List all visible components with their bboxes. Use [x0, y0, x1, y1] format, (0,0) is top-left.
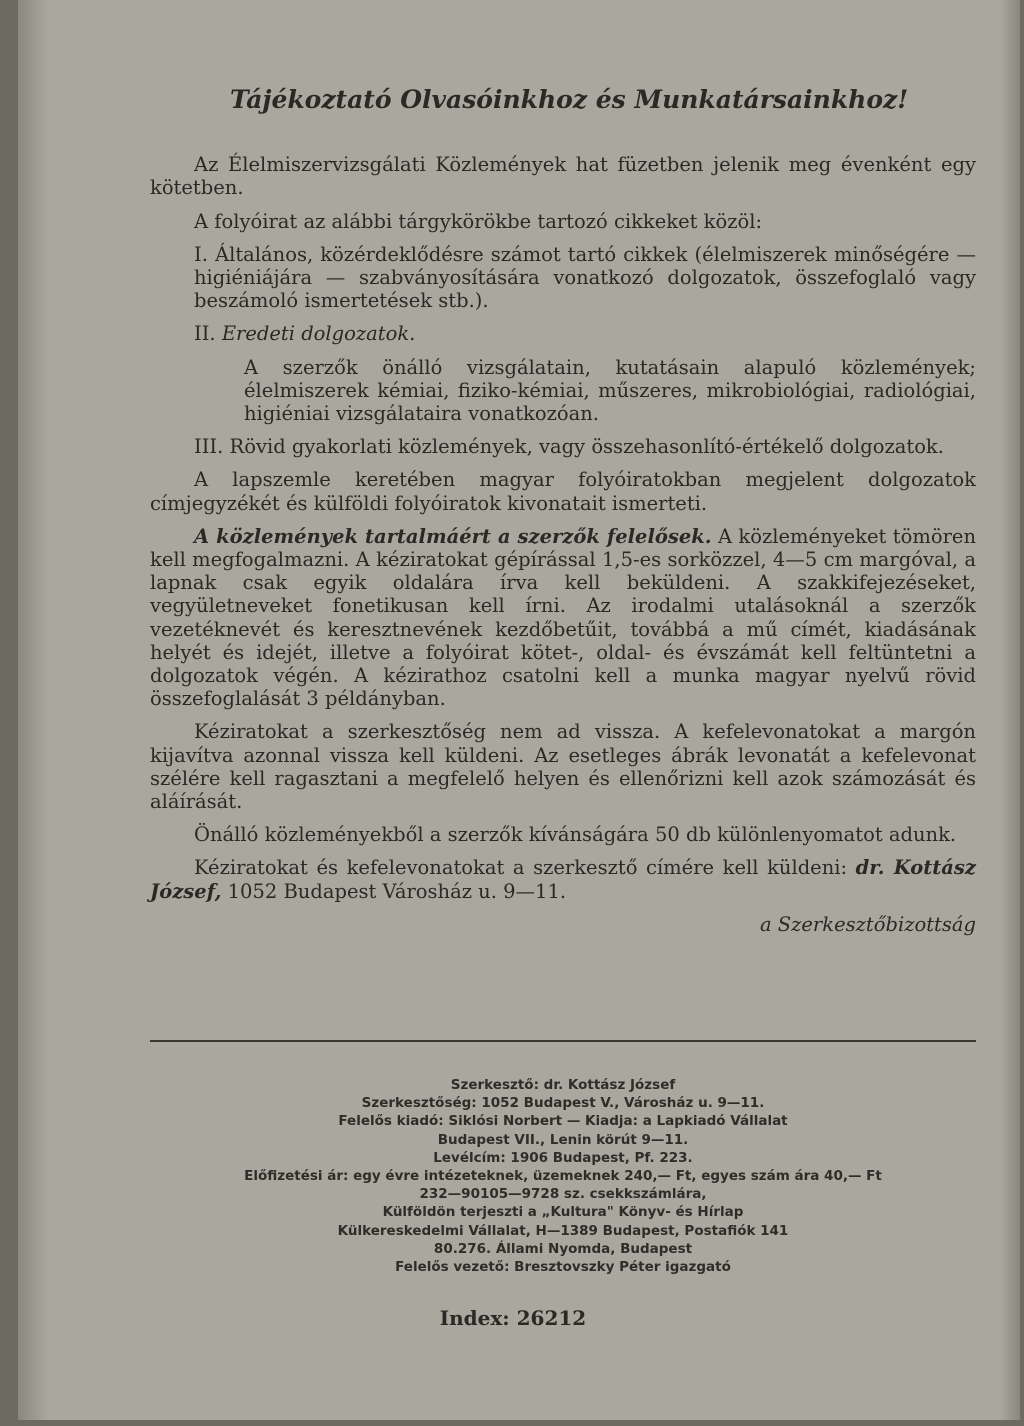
imprint-line: Levélcím: 1906 Budapest, Pf. 223. [433, 1149, 693, 1166]
divider-rule [150, 1040, 976, 1042]
imprint-line: 232—90105—9728 sz. csekkszámlára, [419, 1186, 707, 1203]
document-page [18, 0, 1020, 1420]
imprint-line: Előfizetési ár: egy évre intézeteknek, üzemeknek 240,— Ft, egyes szám ára 40,— Ft [244, 1168, 882, 1185]
imprint-line: Szerkesztőség: 1052 Budapest V., Városház u. 9—11. [361, 1095, 765, 1112]
topic-item-1 [194, 243, 976, 313]
topic-item-3 [194, 435, 976, 458]
send-lead: Kéziratokat és kefelevonatokat a szerkesztő címére kell küldeni: [194, 856, 848, 880]
topic-text: Eredeti dolgozatok. [221, 322, 416, 346]
responsibility-emphasis: A közlemények tartalmáért a szerzők felelősek. [194, 524, 712, 548]
imprint-line: Felelős vezető: Bresztovszky Péter igazgató [395, 1259, 731, 1276]
topic-item-2-description: A szerzők önálló vizsgálatain, kutatásain alapuló közlemények; élelmiszerek kémiai, fiziko-kémiai, műszeres, mikrobiológiai, radiológiai, higiéniai vizsgálataira vonatkozóan. [244, 355, 976, 426]
topic-number: II. [194, 322, 216, 346]
responsibility-paragraph [150, 525, 976, 711]
notice-body [150, 84, 976, 936]
offprints-paragraph: Önálló közleményekből a szerzők kívánságára 50 db különlenyomatot adunk. [194, 823, 957, 847]
imprint-line: Szerkesztő: dr. Kottász József [450, 1077, 676, 1093]
returns-paragraph: Kéziratokat a szerkesztőség nem ad vissza. A kefelevonatokat a margón kijavítva azonnal vissza kell küldeni. Az esetleges ábrák levonatát a kefelevonat szélére kell ragasztani a megfelelő helyen és ellenőrizni kell azok számozását és aláírását. [150, 720, 976, 814]
imprint-line: Budapest VII., Lenin körút 9—11. [437, 1131, 689, 1148]
imprint-line: Felelős kiadó: Siklósi Norbert — Kiadja: a Lapkiadó Vállalat [338, 1113, 788, 1130]
imprint-line: Külföldön terjeszti a „Kultura" Könyv- és Hírlap [382, 1204, 744, 1221]
topic-text: Rövid gyakorlati közlemények, vagy összehasonlító-értékelő dolgozatok. [229, 435, 944, 459]
index-number: Index: 26212 [439, 1306, 587, 1330]
topic-number: III. [194, 435, 224, 459]
imprint-block [150, 1076, 976, 1276]
review-paragraph: A lapszemle keretében magyar folyóiratokban megjelent dolgozatok címjegyzékét és külföldi folyóiratok kivonatait ismerteti. [150, 468, 976, 515]
imprint-line: Külkereskedelmi Vállalat, H—1389 Budapest, Postafiók 141 [337, 1222, 789, 1239]
topics-lead: A folyóirat az alábbi tárgykörökbe tartozó cikkeket közöl: [194, 209, 763, 233]
imprint-line: 80.276. Állami Nyomda, Budapest [433, 1240, 693, 1257]
send-paragraph [150, 856, 976, 902]
editor-address: 1052 Budapest Városház u. 9—11. [221, 879, 567, 903]
page-title: Tájékoztató Olvasóinkhoz és Munkatársainkhoz! [230, 85, 909, 114]
responsibility-text: A közleményeket tömören kell megfogalmazni. A kéziratokat gépírással 1,5-es sorközzel, 4—5 cm margóval, a lapnak csak egyik oldalára írva kell beküldeni. A szakkifejezéseket, vegyületneveket fonetikusan kell írni. Az irodalmi utalásoknál a szerzők vezetéknevét és keresztnevének kezdőbetűit, továbbá a mű címét, kiadásának helyét és idejét, illetve a folyóirat kötet-, oldal- és évszámát kell feltüntetni a dolgozatok végén. A kézirathoz csatolni kell a munka magyar nyelvű rövid összefoglalását 3 példányban. [150, 524, 977, 711]
topic-item-2 [194, 322, 976, 345]
topic-number: I. [194, 242, 208, 266]
signature: a Szerkesztőbizottság [759, 912, 976, 936]
intro-paragraph: Az Élelmiszervizsgálati Közlemények hat füzetben jelenik meg évenként egy kötetben. [150, 153, 976, 200]
topic-text: Általános, közérdeklődésre számot tartó cikkek (élelmiszerek minőségére — higiéniájára — szabványosítására vonatkozó dolgozatok, összefoglaló vagy beszámoló ismertetések stb.). [194, 242, 976, 313]
editor-name: dr. Kottász József, [150, 856, 976, 903]
